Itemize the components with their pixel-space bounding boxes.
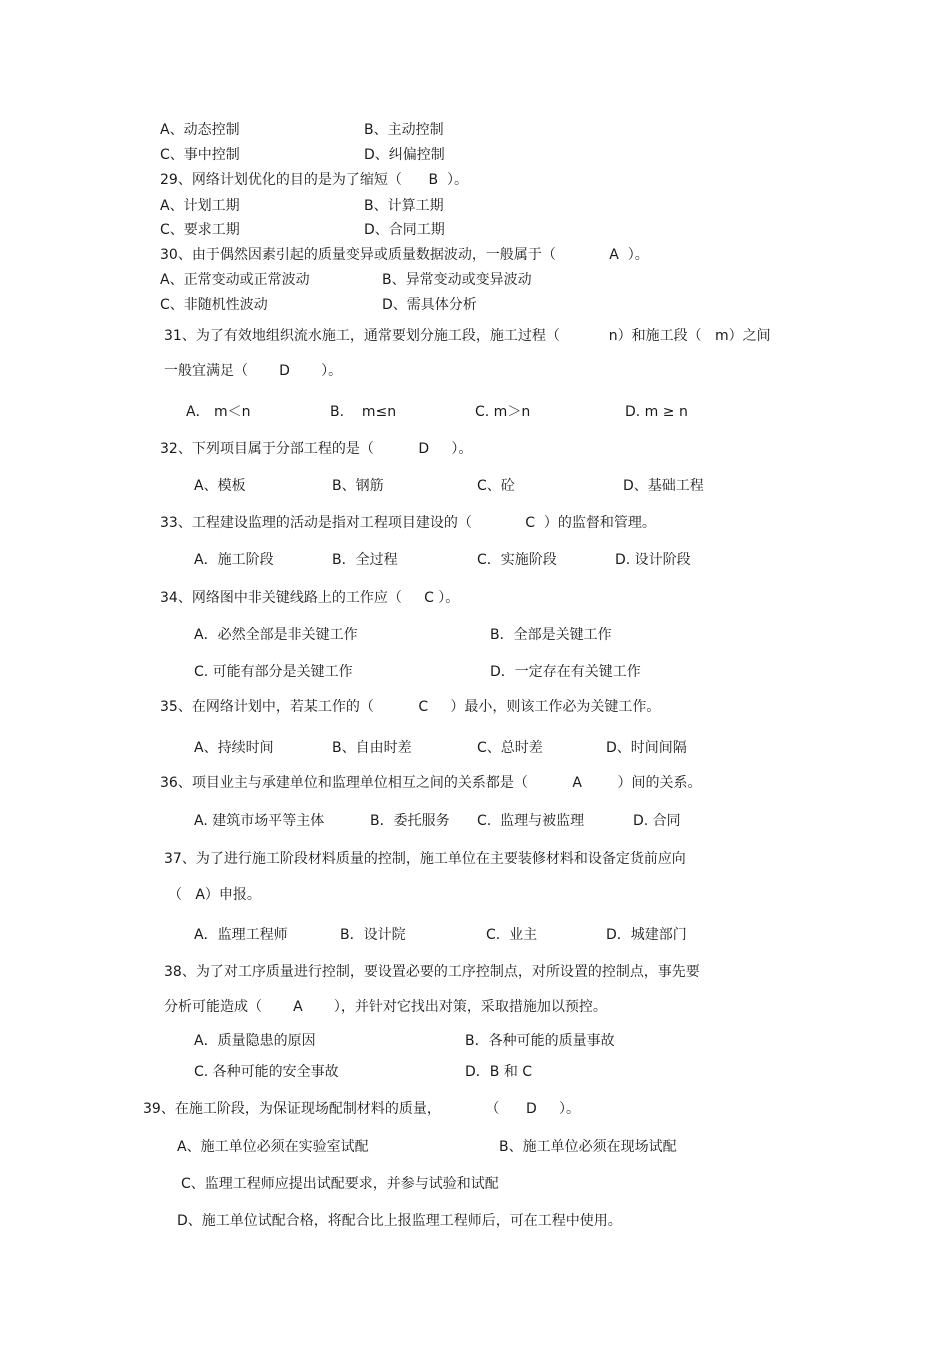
question-38-line1: 38、为了对工序质量进行控制，要设置必要的工序控制点，对所设置的控制点，事先要 — [164, 964, 700, 980]
q30-option-d: D、需具体分析 — [382, 297, 477, 313]
q34-option-b: B．全部是关键工作 — [490, 627, 612, 643]
q38-option-a: A．质量隐患的原因 — [194, 1033, 316, 1049]
q34-option-a: A．必然全部是非关键工作 — [194, 627, 358, 643]
option-a-dynamic-control: A、动态控制 — [160, 122, 240, 138]
question-35: 35、在网络计划中，若某工作的（ C ）最小，则该工作必为关键工作。 — [160, 699, 661, 715]
q39-option-b: B、施工单位必须在现场试配 — [499, 1139, 677, 1155]
question-31-line1: 31、为了有效地组织流水施工，通常要划分施工段，施工过程（ n）和施工段（ m）之间 — [164, 328, 771, 344]
q38-option-b: B．各种可能的质量事故 — [465, 1033, 615, 1049]
q31-option-b: B. m≤n — [330, 404, 397, 420]
q35-option-d: D、时间间隔 — [606, 740, 687, 756]
option-d-corrective-control: D、纠偏控制 — [364, 147, 445, 163]
q39-option-c: C、监理工程师应提出试配要求，并参与试验和试配 — [181, 1176, 499, 1192]
q36-option-d: D. 合同 — [633, 813, 681, 829]
q36-option-c: C. 监理与被监理 — [477, 813, 585, 829]
q29-option-d: D、合同工期 — [364, 222, 445, 238]
q33-option-a: A．施工阶段 — [194, 552, 274, 568]
q35-option-a: A、持续时间 — [194, 740, 274, 756]
option-c-in-process-control: C、事中控制 — [160, 147, 240, 163]
q37-option-b: B．设计院 — [340, 927, 406, 943]
option-b-active-control: B、主动控制 — [364, 122, 444, 138]
q33-option-d: D. 设计阶段 — [615, 552, 691, 568]
q38-option-d: D．B 和 C — [465, 1064, 533, 1080]
q29-option-a: A、计划工期 — [160, 198, 240, 214]
q39-option-a: A、施工单位必须在实验室试配 — [177, 1139, 369, 1155]
question-37-line2: （ A）申报。 — [168, 887, 261, 903]
q36-option-b: B．委托服务 — [370, 813, 450, 829]
q34-option-c: C. 可能有部分是关键工作 — [194, 664, 353, 680]
question-37-line1: 37、为了进行施工阶段材料质量的控制，施工单位在主要装修材料和设备定货前应向 — [164, 851, 686, 867]
q39-option-d: D、施工单位试配合格，将配合比上报监理工程师后，可在工程中使用。 — [177, 1213, 622, 1229]
q31-option-a: A． m＜n — [186, 404, 251, 420]
q31-option-d: D. m ≥ n — [625, 404, 688, 420]
q30-option-c: C、非随机性波动 — [160, 297, 268, 313]
q36-option-a: A. 建筑市场平等主体 — [194, 813, 325, 829]
q29-option-c: C、要求工期 — [160, 222, 240, 238]
q32-option-c: C、砼 — [477, 478, 515, 494]
q32-option-b: B、钢筋 — [332, 478, 384, 494]
q30-option-b: B、异常变动或变异波动 — [382, 272, 532, 288]
question-30: 30、由于偶然因素引起的质量变异或质量数据波动，一般属于（ A ）。 — [160, 247, 649, 263]
q33-option-b: B．全过程 — [332, 552, 398, 568]
q37-option-c: C. 业主 — [486, 927, 538, 943]
question-39: 39、在施工阶段，为保证现场配制材料的质量， （ D ）。 — [143, 1101, 581, 1117]
question-38-line2: 分析可能造成（ A ），并针对它找出对策，采取措施加以预控。 — [164, 999, 607, 1015]
q35-option-b: B、自由时差 — [332, 740, 412, 756]
question-34: 34、网络图中非关键线路上的工作应（ C ）。 — [160, 590, 460, 606]
q37-option-d: D．城建部门 — [606, 927, 687, 943]
question-31-line2: 一般宜满足（ D ）。 — [164, 363, 343, 379]
q32-option-a: A、模板 — [194, 478, 246, 494]
q38-option-c: C. 各种可能的安全事故 — [194, 1064, 339, 1080]
question-36: 36、项目业主与承建单位和监理单位相互之间的关系都是（ A ）间的关系。 — [160, 775, 702, 791]
q31-option-c: C. m＞n — [475, 404, 531, 420]
q35-option-c: C、总时差 — [477, 740, 543, 756]
q34-option-d: D．一定存在有关键工作 — [490, 664, 641, 680]
q37-option-a: A．监理工程师 — [194, 927, 288, 943]
q29-option-b: B、计算工期 — [364, 198, 444, 214]
q30-option-a: A、正常变动或正常波动 — [160, 272, 310, 288]
question-32: 32、下列项目属于分部工程的是（ D ）。 — [160, 441, 473, 457]
question-29: 29、网络计划优化的目的是为了缩短（ B ）。 — [160, 172, 469, 188]
q33-option-c: C．实施阶段 — [477, 552, 557, 568]
q32-option-d: D、基础工程 — [623, 478, 704, 494]
question-33: 33、工程建设监理的活动是指对工程项目建设的（ C ）的监督和管理。 — [160, 515, 656, 531]
